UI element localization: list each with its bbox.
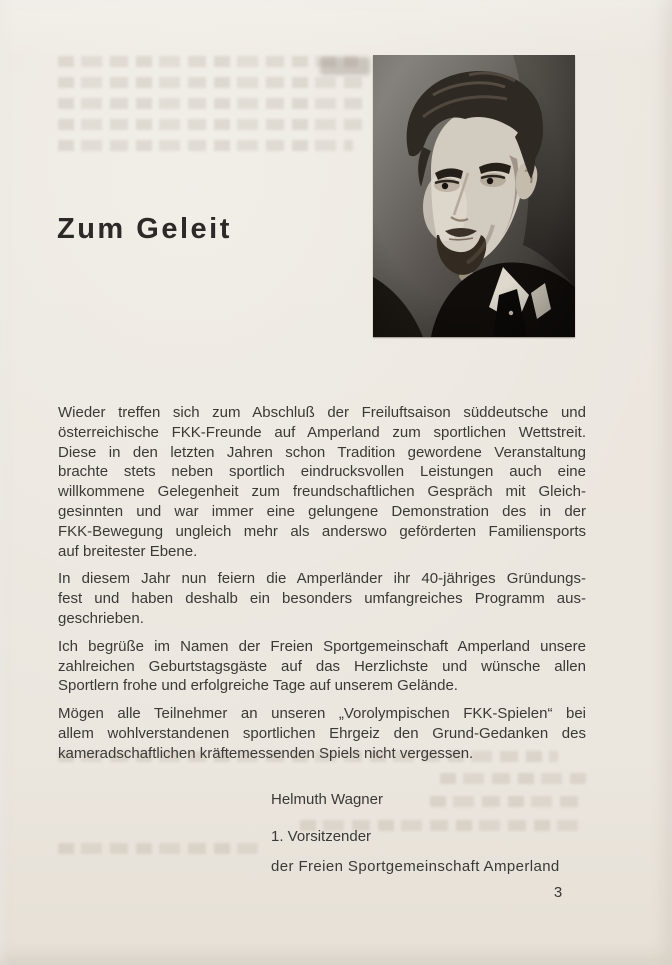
text-line: Sportlern frohe und erfolgreiche Tage auf unserem Gelände. — [58, 677, 458, 695]
page-title: Zum Geleit — [57, 213, 232, 245]
paragraph — [58, 637, 586, 696]
signature-organization: der Freien Sportgemeinschaft Amperland — [271, 858, 560, 875]
text-line: geschrieben. — [58, 609, 144, 627]
signature-role: 1. Vorsitzender — [271, 828, 372, 845]
page-number: 3 — [553, 884, 563, 901]
text-line: Diese in den letzten Jahren schon Tradition gewordene Veranstaltung — [58, 443, 586, 461]
text-line: allem wohlverstandenen sportlichen Ehrgeiz den Grund-Gedanken des — [58, 724, 586, 742]
text-line: Ich begrüße im Namen der Freien Sportgemeinschaft Amperland unsere — [58, 637, 586, 655]
portrait-illustration — [373, 55, 575, 337]
paragraph — [58, 704, 586, 763]
showthrough-line — [58, 119, 370, 130]
text-line: österreichische FKK-Freunde auf Amperland zum sportlichen Wettstreit. — [58, 423, 586, 441]
showthrough-line — [58, 56, 358, 67]
text-line: gesinnten und war immer eine gelungene Demonstration des in der — [58, 502, 586, 520]
text-line: auf breitester Ebene. — [58, 542, 198, 560]
text-line: brachte stets neben sportlich eindrucksvollen Leistungen auch eine — [58, 463, 586, 481]
paragraph — [58, 403, 586, 561]
text-line: willkommene Gelegenheit zum freundschaftlichen Gespräch mit Gleich- — [58, 483, 586, 501]
text-line: zahlreichen Geburtstagsgäste auf das Herzlichste und wünsche allen — [58, 657, 586, 675]
showthrough-line — [58, 140, 353, 151]
body-paragraphs — [58, 403, 586, 772]
paragraph — [58, 569, 586, 628]
signature-block — [271, 790, 560, 876]
showthrough-line — [58, 77, 368, 88]
text-line: Wieder treffen sich zum Abschluß der Freiluftsaison süddeutsche und — [58, 404, 586, 421]
showthrough-line — [440, 773, 586, 784]
text-line: Mögen alle Teilnehmer an unseren „Vorolympischen FKK-Spielen“ bei — [58, 705, 586, 723]
text-line: In diesem Jahr nun feiern die Amperländer ihr 40-jähriges Gründungs- — [58, 570, 586, 588]
showthrough-line — [58, 843, 258, 854]
showthrough-line — [58, 98, 363, 109]
text-line: FKK-Bewegung ungleich mehr als anderswo geförderten Familiensports — [58, 522, 586, 540]
signature-name: Helmuth Wagner — [271, 791, 383, 808]
showthrough-heading — [320, 57, 370, 75]
portrait-photo — [373, 55, 575, 337]
text-line: kameradschaftlichen kräftemessenden Spiels nicht vergessen. — [58, 744, 474, 762]
text-line: fest und haben deshalb ein besonders umfangreiches Programm aus- — [58, 590, 586, 608]
